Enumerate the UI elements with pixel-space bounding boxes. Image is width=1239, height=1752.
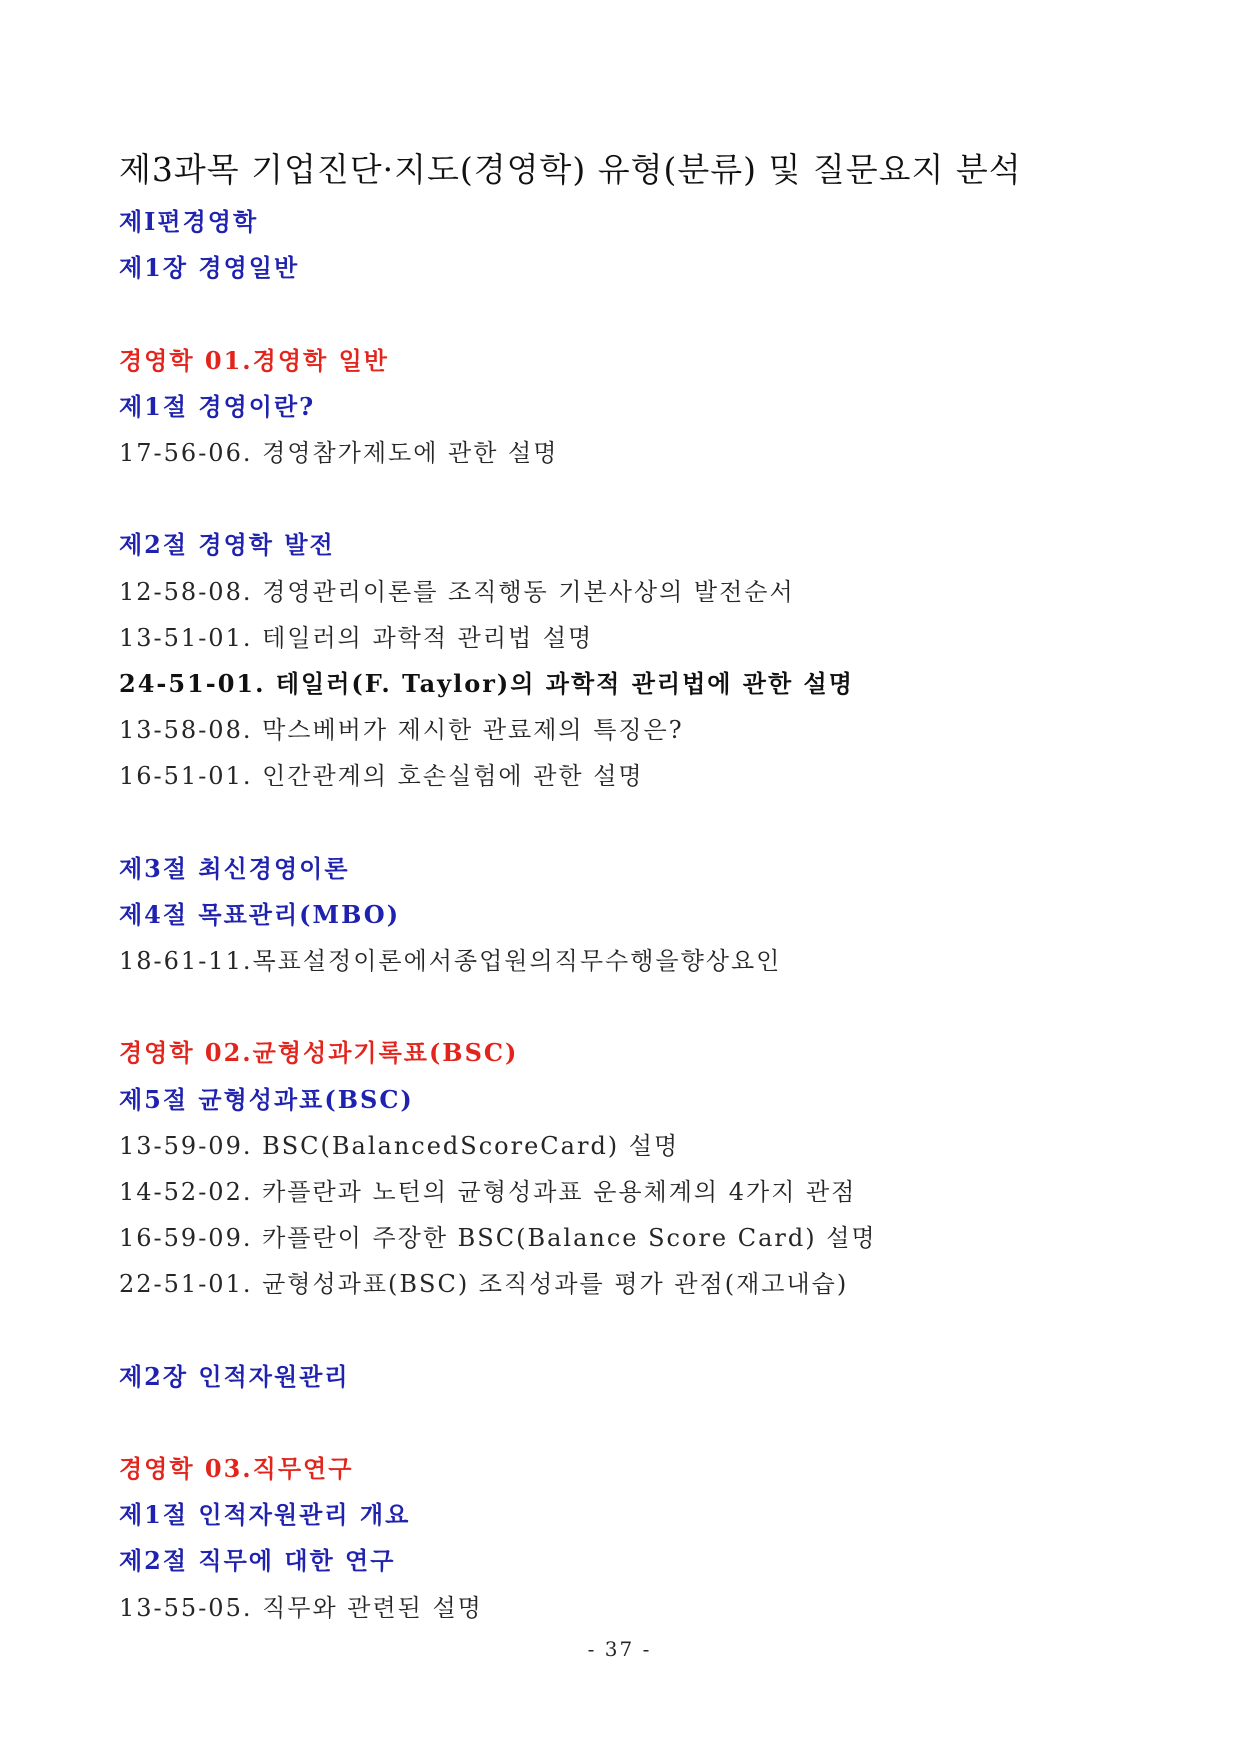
question-item: 18-61-11.목표설정이론에서종업원의직무수행을향상요인	[119, 947, 782, 975]
subject-heading: 경영학 03.직무연구	[119, 1454, 354, 1484]
question-item: 14-52-02. 카플란과 노턴의 균형성과표 운용체계의 4가지 관점	[119, 1177, 857, 1206]
section-heading: 제2절 직무에 대한 연구	[119, 1546, 396, 1576]
question-item-emphasized: 24-51-01. 테일러(F. Taylor)의 과학적 관리법에 관한 설명	[119, 668, 854, 698]
section-heading: 제3절 최신경영이론	[119, 853, 350, 883]
question-item: 17-56-06. 경영참가제도에 관한 설명	[119, 438, 559, 467]
subject-heading: 경영학 02.균형성과기록표(BSC)	[119, 1038, 519, 1068]
section-heading: 제1절 경영이란?	[119, 391, 316, 421]
question-item: 16-59-09. 카플란이 주장한 BSC(Balance Score Card) 설명	[119, 1224, 877, 1253]
chapter-heading: 제2장 인적자원관리	[119, 1361, 350, 1391]
chapter-heading: 제1장 경영일반	[119, 253, 300, 283]
question-item: 13-55-05. 직무와 관련된 설명	[119, 1593, 483, 1622]
question-item: 13-51-01. 테일러의 과학적 관리법 설명	[119, 623, 594, 652]
page-title: 제3과목 기업진단·지도(경영학) 유형(분류) 및 질문요지 분석	[119, 150, 1022, 189]
subject-heading: 경영학 01.경영학 일반	[119, 345, 389, 375]
question-item: 22-51-01. 균형성과표(BSC) 조직성과를 평가 관점(재고내습)	[119, 1270, 849, 1299]
section-heading: 제4절 목표관리(MBO)	[119, 899, 401, 929]
section-heading: 제5절 균형성과표(BSC)	[119, 1084, 414, 1114]
document-body	[119, 199, 1179, 1631]
page-number: - 37 -	[587, 1637, 652, 1661]
section-heading: 제1절 인적자원관리 개요	[119, 1500, 411, 1530]
question-item: 13-59-09. BSC(BalancedScoreCard) 설명	[119, 1131, 680, 1160]
section-heading: 제2절 경영학 발전	[119, 530, 335, 560]
question-item: 13-58-08. 막스베버가 제시한 관료제의 특징은?	[119, 716, 684, 745]
part-heading: 제Ⅰ편경영학	[119, 207, 259, 236]
question-item: 12-58-08. 경영관리이론를 조직행동 기본사상의 발전순서	[119, 577, 795, 606]
question-item: 16-51-01. 인간관계의 호손실험에 관한 설명	[119, 762, 644, 791]
